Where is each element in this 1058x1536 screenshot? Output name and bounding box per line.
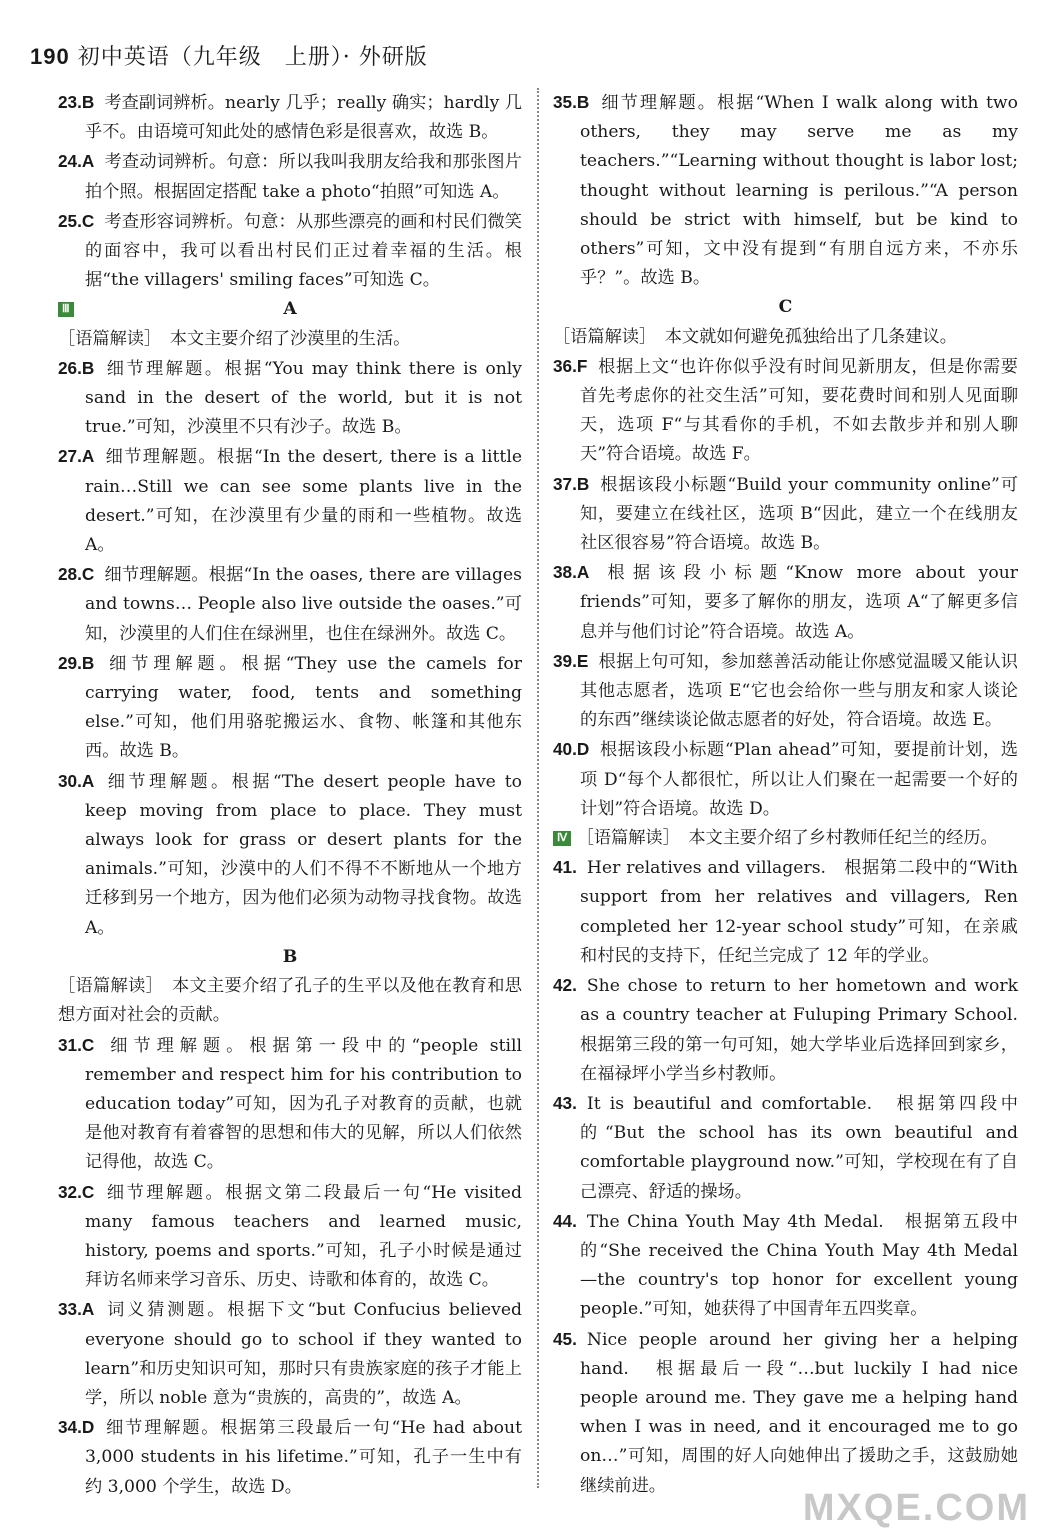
answer-number: 31.C xyxy=(58,1034,95,1055)
page-header xyxy=(30,40,428,71)
answer-item xyxy=(58,649,522,767)
answer-explanation: 考查形容词辨析。句意：从那些漂亮的画和村民们微笑的面容中，我可以看出村民们正过着幸福的生活。根据“the villagers' smiling faces”可知选 C。 xyxy=(85,211,522,291)
answer-number: 33.A xyxy=(58,1299,95,1320)
answer-item xyxy=(553,1325,1018,1501)
answer-explanation: Nice people around her giving her a helping hand. 根据最后一段“…but luckily I had nice people around me. They gave me a helping hand when I was in need, and it encouraged me to go on…”可知，周围的好人向她伸出了援助之手，这鼓励她继续前进。 xyxy=(580,1329,1018,1496)
answer-explanation: 细节理解题。根据“In the oases, there are villages and towns… People also live outside the oases.”可知，沙漠里的人们住在绿洲里，也住在绿洲外。故选 C。 xyxy=(85,565,522,644)
answer-item xyxy=(58,207,522,296)
answer-explanation: 细节理解题。根据“When I walk along with two others, they may serve me as my teachers.”“Learning without thought is labor lost; thought without learning is perilous.”“A person should be strict with himself, but be kind to others”可知，文中没有提到“有朋自远方来，不亦乐乎？”。故选 B。 xyxy=(580,93,1018,289)
answer-item xyxy=(553,352,1018,470)
answer-number: 37.B xyxy=(553,473,590,494)
answer-item xyxy=(553,647,1018,736)
answer-explanation: The China Youth May 4th Medal. 根据第五段中的“She received the China Youth May 4th Medal—the country's top honor for excellent young people.”可知，她获得了中国青年五四奖章。 xyxy=(580,1211,1018,1320)
answer-number: 24.A xyxy=(58,151,95,172)
passage-summary: ［语篇解读］ 本文主要介绍了沙漠里的生活。 xyxy=(58,328,411,349)
answer-explanation: 细节理解题。根据“You may think there is only sand in the desert of the world, but it is not true.”可知，沙漠里不只有沙子。故选 B。 xyxy=(85,358,522,438)
answer-number: 41. xyxy=(553,857,577,878)
answer-number: 43. xyxy=(553,1092,577,1113)
answer-item xyxy=(553,1089,1018,1207)
page-number: 190 xyxy=(30,44,70,69)
answer-item xyxy=(553,853,1018,971)
answer-explanation: 细节理解题。根据“They use the camels for carrying water, food, tents and something else.”可知，他们用骆驼搬运水、食物、帐篷和其他东西。故选 B。 xyxy=(85,653,522,762)
answer-item xyxy=(58,767,522,943)
answer-number: 34.D xyxy=(58,1417,95,1438)
answer-explanation: It is beautiful and comfortable. 根据第四段中的“But the school has its own beautiful and comfortable playground now.”可知，学校现在有了自己漂亮、舒适的操场。 xyxy=(580,1093,1018,1202)
watermark-logo: MXQE.COM xyxy=(802,1487,1030,1529)
answer-number: 25.C xyxy=(58,210,95,231)
answer-item xyxy=(58,442,522,560)
book-title: 初中英语（九年级 上册）· 外研版 xyxy=(77,45,428,70)
answer-explanation: 细节理解题。根据第三段最后一句“He had about 3,000 students in his lifetime.”可知，孔子一生中有约 3,000 个学生，故选 D。 xyxy=(85,1418,522,1497)
answer-explanation: Her relatives and villagers. 根据第二段中的“With support from her relatives and villagers, Ren completed her 12-year school study”可知，在亲戚和村民的支持下，任纪兰完成了 12 年的学业。 xyxy=(580,858,1018,966)
answer-number: 38.A xyxy=(553,562,590,583)
answer-number: 23.B xyxy=(58,92,95,112)
answer-explanation: 根据该段小标题“Know more about your friends”可知，要多了解你的朋友，选项 A“了解更多信息并与他们讨论”符合语境。故选 A。 xyxy=(580,563,1018,642)
answer-number: 45. xyxy=(553,1328,577,1349)
answer-item xyxy=(58,1413,522,1502)
passage-summary: ［语篇解读］ 本文主要介绍了孔子的生平以及他在教育和思想方面对社会的贡献。 xyxy=(58,976,522,1026)
answer-explanation: 细节理解题。根据第一段中的“people still remember and respect him for his contribution to education today”可知，因为孔子对教育的贡献，也就是他对教育有着睿智的思想和伟大的见解，所以人们依然记得他，故选 C。 xyxy=(85,1035,522,1173)
answer-item xyxy=(58,560,522,649)
passage-summary: ［语篇解读］ 本文主要介绍了乡村教师任纪兰的经历。 xyxy=(576,828,998,849)
answer-explanation: 考查副词辨析。nearly 几乎；really 确实；hardly 几乎不。由语境可知此处的感情色彩是很喜欢，故选 B。 xyxy=(85,93,522,143)
answer-number: 30.A xyxy=(58,770,95,791)
section-letter: A xyxy=(283,299,297,320)
answer-number: 36.F xyxy=(553,355,588,376)
answer-item xyxy=(553,735,1018,824)
answer-item xyxy=(553,88,1018,293)
answer-number: 26.B xyxy=(58,357,95,378)
answer-number: 44. xyxy=(553,1210,577,1231)
section-letter: C xyxy=(778,297,793,318)
answer-explanation: 细节理解题。根据“In the desert, there is a little rain…Still we can see some plants live in the desert.”可知，在沙漠里有少量的雨和一些植物。故选 A。 xyxy=(85,447,522,556)
answer-item xyxy=(553,470,1018,559)
answer-explanation: 根据上句可知，参加慈善活动能让你感觉温暖又能认识其他志愿者，选项 E“它也会给你一些与朋友和家人谈论的东西”继续谈论做志愿者的好处，符合语境。故选 E。 xyxy=(580,651,1018,731)
section-letter: B xyxy=(282,946,298,967)
answer-number: 27.A xyxy=(58,446,95,467)
left-column xyxy=(58,88,522,1502)
answer-item xyxy=(58,88,522,147)
answer-number: 42. xyxy=(553,975,577,996)
column-divider xyxy=(537,88,539,1488)
answer-item xyxy=(553,1207,1018,1325)
answer-explanation: 考查动词辨析。句意：所以我叫我朋友给我和那张图片拍个照。根据固定搭配 take a photo“拍照”可知选 A。 xyxy=(85,152,522,202)
section-4-heading xyxy=(553,824,1018,853)
section-roman-badge: Ⅳ xyxy=(553,831,571,846)
answer-number: 40.D xyxy=(553,739,590,760)
section-3-heading xyxy=(58,295,522,324)
answer-item xyxy=(553,558,1018,647)
answer-explanation: 细节理解题。根据文第二段最后一句“He visited many famous teachers and learned music, history, poems and sports.”可知，孔子小时候是通过拜访名师来学习音乐、历史、诗歌和体育的，故选 C。 xyxy=(85,1182,522,1291)
answer-explanation: She chose to return to her hometown and work as a country teacher at Fuluping Primary School. 根据第三段的第一句可知，她大学毕业后选择回到家乡，在福禄坪小学当乡村教师。 xyxy=(580,976,1036,1084)
answer-explanation: 细节理解题。根据“The desert people have to keep moving from place to place. They must always look for grass or desert plants for the animals.”可知，沙漠中的人们不得不不断地从一个地方迁移到另一个地方，因为他们必须为动物寻找食物。故选 A。 xyxy=(85,771,522,938)
right-column xyxy=(553,88,1036,1501)
answer-explanation: 根据该段小标题“Build your community online”可知，要建立在线社区，选项 B“因此，建立一个在线朋友社区很容易”符合语境。故选 B。 xyxy=(580,474,1018,554)
answer-number: 32.C xyxy=(58,1181,95,1202)
passage-summary: ［语篇解读］ 本文就如何避免孤独给出了几条建议。 xyxy=(553,326,957,347)
answer-number: 28.C xyxy=(58,564,95,585)
section-roman-badge: Ⅲ xyxy=(58,302,74,317)
answer-explanation: 词义猜测题。根据下文“but Confucius believed everyone should go to school if they wanted to learn”和历史知识可知，那时只有贵族家庭的孩子才能上学，所以 noble 意为“贵族的，高贵的”，故选 A。 xyxy=(85,1300,522,1408)
answer-explanation: 根据该段小标题“Plan ahead”可知，要提前计划，选项 D“每个人都很忙，所以让人们聚在一起需要一个好的计划”符合语境。故选 D。 xyxy=(580,740,1018,819)
answer-item xyxy=(58,1295,522,1413)
answer-number: 35.B xyxy=(553,92,590,112)
answer-explanation: 根据上文“也许你似乎没有时间见新朋友，但是你需要首先考虑你的社交生活”可知，要花费时间和别人见面聊天，选项 F“与其看你的手机，不如去散步并和别人聊天”符合语境。故选 F。 xyxy=(580,356,1018,465)
answer-item xyxy=(58,354,522,443)
answer-number: 39.E xyxy=(553,650,589,671)
answer-item xyxy=(58,147,522,206)
answer-item xyxy=(553,971,1036,1089)
answer-number: 29.B xyxy=(58,652,95,673)
answer-item xyxy=(58,1031,522,1178)
answer-item xyxy=(58,1178,522,1296)
